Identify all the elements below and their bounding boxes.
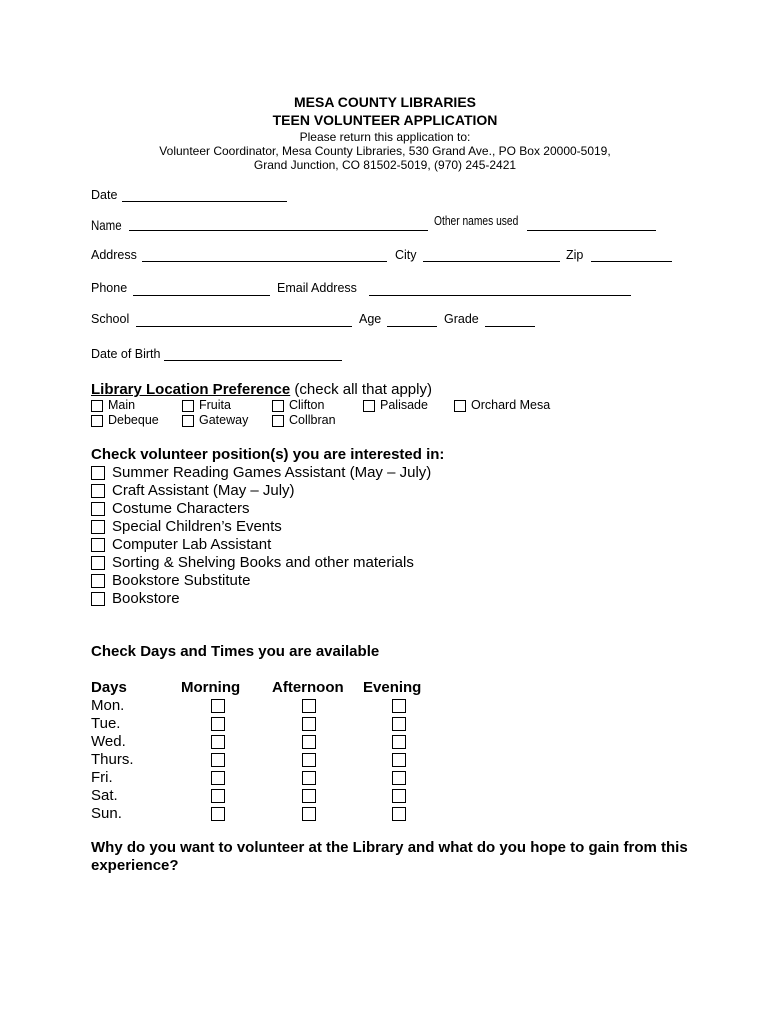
morning-checkbox[interactable] — [211, 807, 225, 821]
morning-checkbox[interactable] — [211, 717, 225, 731]
position-checkbox[interactable] — [91, 592, 105, 606]
position-label: Special Children’s Events — [112, 518, 282, 535]
afternoon-checkbox[interactable] — [302, 699, 316, 713]
location-debeque-checkbox[interactable] — [91, 415, 103, 427]
form-title: TEEN VOLUNTEER APPLICATION — [272, 112, 498, 128]
position-checkbox[interactable] — [91, 556, 105, 570]
morning-checkbox[interactable] — [211, 735, 225, 749]
position-label: Craft Assistant (May – July) — [112, 482, 295, 499]
location-collbran-label: Collbran — [289, 413, 336, 427]
name-label: Name — [91, 217, 122, 233]
location-collbran-checkbox[interactable] — [272, 415, 284, 427]
address-field[interactable] — [142, 261, 387, 262]
availability-heading: Check Days and Times you are available — [91, 643, 380, 660]
dob-label: Date of Birth — [91, 347, 161, 361]
location-note: (check all that apply) — [294, 381, 432, 398]
grade-label: Grade — [444, 312, 479, 326]
position-checkbox[interactable] — [91, 484, 105, 498]
location-heading: Library Location Preference — [91, 381, 291, 398]
position-label: Summer Reading Games Assistant (May – July) — [112, 464, 432, 481]
date-field[interactable] — [122, 201, 287, 202]
location-main-label: Main — [108, 398, 136, 412]
address-label: Address — [91, 248, 137, 262]
location-palisade-label: Palisade — [380, 398, 428, 412]
city-field[interactable] — [423, 261, 560, 262]
location-clifton-label: Clifton — [289, 398, 325, 412]
name-field[interactable] — [129, 230, 428, 231]
days-column-header: Days — [91, 679, 127, 696]
position-checkbox[interactable] — [91, 502, 105, 516]
position-checkbox[interactable] — [91, 466, 105, 480]
afternoon-checkbox[interactable] — [302, 807, 316, 821]
school-label: School — [91, 312, 130, 326]
day-label: Tue. — [91, 715, 121, 732]
location-gateway-checkbox[interactable] — [182, 415, 194, 427]
afternoon-checkbox[interactable] — [302, 753, 316, 767]
afternoon-checkbox[interactable] — [302, 735, 316, 749]
dob-field[interactable] — [164, 360, 342, 361]
location-fruita-checkbox[interactable] — [182, 400, 194, 412]
afternoon-checkbox[interactable] — [302, 717, 316, 731]
city-label: City — [395, 248, 417, 262]
position-label: Bookstore Substitute — [112, 572, 251, 589]
location-fruita-label: Fruita — [199, 398, 231, 412]
email-field[interactable] — [369, 295, 631, 296]
position-checkbox[interactable] — [91, 538, 105, 552]
location-heading-row — [91, 381, 432, 398]
return-address-line2: Grand Junction, CO 81502-5019, (970) 245-2421 — [253, 158, 517, 172]
position-label: Sorting & Shelving Books and other materials — [112, 554, 414, 571]
location-orchard-mesa-label: Orchard Mesa — [471, 398, 551, 412]
morning-checkbox[interactable] — [211, 771, 225, 785]
age-label: Age — [359, 312, 382, 326]
location-gateway-label: Gateway — [199, 413, 249, 427]
zip-field[interactable] — [591, 261, 672, 262]
position-label: Computer Lab Assistant — [112, 536, 272, 553]
day-label: Sun. — [91, 805, 122, 822]
other-names-label: Other names used — [434, 214, 519, 228]
evening-checkbox[interactable] — [392, 735, 406, 749]
morning-checkbox[interactable] — [211, 753, 225, 767]
morning-checkbox[interactable] — [211, 789, 225, 803]
afternoon-column-header: Afternoon — [272, 679, 344, 696]
date-label: Date — [91, 188, 118, 202]
day-label: Fri. — [91, 769, 113, 786]
location-orchard-mesa-checkbox[interactable] — [454, 400, 466, 412]
essay-question: Why do you want to volunteer at the Library and what do you hope to gain from this experience? — [91, 839, 688, 874]
other-names-field[interactable] — [527, 230, 656, 231]
location-palisade-checkbox[interactable] — [363, 400, 375, 412]
day-label: Mon. — [91, 697, 125, 714]
position-checkbox[interactable] — [91, 520, 105, 534]
evening-checkbox[interactable] — [392, 771, 406, 785]
evening-checkbox[interactable] — [392, 717, 406, 731]
location-main-checkbox[interactable] — [91, 400, 103, 412]
position-label: Costume Characters — [112, 500, 250, 517]
org-title: MESA COUNTY LIBRARIES — [293, 94, 476, 110]
return-address-line1: Volunteer Coordinator, Mesa County Libraries, 530 Grand Ave., PO Box 20000-5019, — [159, 144, 611, 158]
zip-label: Zip — [566, 248, 584, 262]
afternoon-checkbox[interactable] — [302, 771, 316, 785]
email-label: Email Address — [277, 281, 357, 295]
morning-column-header: Morning — [181, 679, 241, 696]
position-label: Bookstore — [112, 590, 180, 607]
evening-column-header: Evening — [363, 679, 422, 696]
location-debeque-label: Debeque — [108, 413, 159, 427]
positions-heading: Check volunteer position(s) you are interested in: — [91, 446, 445, 463]
location-clifton-checkbox[interactable] — [272, 400, 284, 412]
school-field[interactable] — [136, 326, 352, 327]
age-field[interactable] — [387, 326, 437, 327]
day-label: Sat. — [91, 787, 118, 804]
evening-checkbox[interactable] — [392, 699, 406, 713]
day-label: Wed. — [91, 733, 126, 750]
evening-checkbox[interactable] — [392, 807, 406, 821]
evening-checkbox[interactable] — [392, 789, 406, 803]
grade-field[interactable] — [485, 326, 535, 327]
day-label: Thurs. — [91, 751, 134, 768]
afternoon-checkbox[interactable] — [302, 789, 316, 803]
return-instructions: Please return this application to: — [299, 130, 471, 144]
position-checkbox[interactable] — [91, 574, 105, 588]
evening-checkbox[interactable] — [392, 753, 406, 767]
phone-label: Phone — [91, 281, 128, 295]
phone-field[interactable] — [133, 295, 270, 296]
morning-checkbox[interactable] — [211, 699, 225, 713]
